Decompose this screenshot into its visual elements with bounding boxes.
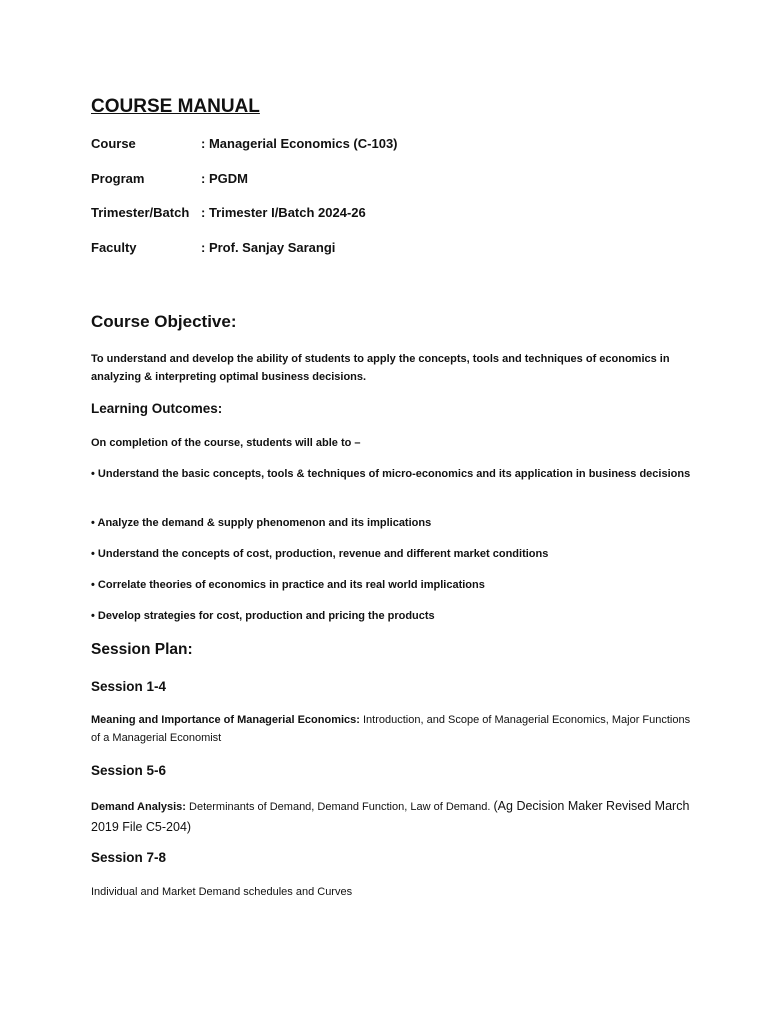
outcome-item: • Correlate theories of economics in practice and its real world implications bbox=[91, 579, 485, 591]
meta-label: Trimester/Batch bbox=[91, 205, 190, 220]
session-description bbox=[91, 883, 691, 901]
meta-trimester-batch bbox=[91, 205, 366, 220]
objective-heading: Course Objective: bbox=[91, 312, 237, 331]
session-title: Session 1-4 bbox=[91, 679, 167, 694]
session-text: Individual and Market Demand schedules and Curves bbox=[91, 886, 353, 898]
outcome-item: • Analyze the demand & supply phenomenon and its implications bbox=[91, 517, 432, 529]
objective-text: To understand and develop the ability of students to apply the concepts, tools and techniques of economics in analyzing & interpreting optimal business decisions. bbox=[91, 353, 670, 383]
meta-value: : PGDM bbox=[201, 171, 248, 186]
outcome-item: • Develop strategies for cost, production and pricing the products bbox=[91, 610, 435, 622]
session-description bbox=[91, 711, 691, 747]
meta-value: : Prof. Sanjay Sarangi bbox=[201, 240, 336, 255]
outcome-item: • Understand the concepts of cost, production, revenue and different market conditions bbox=[91, 548, 549, 560]
outcomes-heading: Learning Outcomes: bbox=[91, 401, 223, 416]
session-lead: Meaning and Importance of Managerial Economics: bbox=[91, 714, 360, 726]
session-note: (Ag Decision Maker Revised March 2019 File C5-204) bbox=[91, 799, 690, 834]
meta-faculty bbox=[91, 240, 335, 255]
session-text: Introduction, and Scope of Managerial Economics, Major Functions of a Managerial Economist bbox=[91, 714, 691, 744]
session-description bbox=[91, 796, 691, 838]
session-title: Session 5-6 bbox=[91, 763, 167, 778]
meta-label: Program bbox=[91, 171, 145, 186]
meta-program bbox=[91, 171, 248, 186]
outcome-item: • Understand the basic concepts, tools & techniques of micro-economics and its application in business decisions bbox=[91, 468, 691, 480]
session-lead: Demand Analysis: bbox=[91, 801, 186, 813]
meta-label: Faculty bbox=[91, 240, 137, 255]
session-plan-heading: Session Plan: bbox=[91, 641, 193, 658]
session-title: Session 7-8 bbox=[91, 850, 167, 865]
meta-label: Course bbox=[91, 136, 136, 151]
meta-value: : Trimester I/Batch 2024-26 bbox=[201, 205, 366, 220]
meta-value: : Managerial Economics (C-103) bbox=[201, 136, 398, 151]
outcomes-intro: On completion of the course, students will able to – bbox=[91, 437, 361, 449]
meta-course bbox=[91, 136, 398, 151]
session-text: Determinants of Demand, Demand Function, Law of Demand. bbox=[185, 801, 494, 813]
page-title: COURSE MANUAL bbox=[91, 96, 260, 117]
